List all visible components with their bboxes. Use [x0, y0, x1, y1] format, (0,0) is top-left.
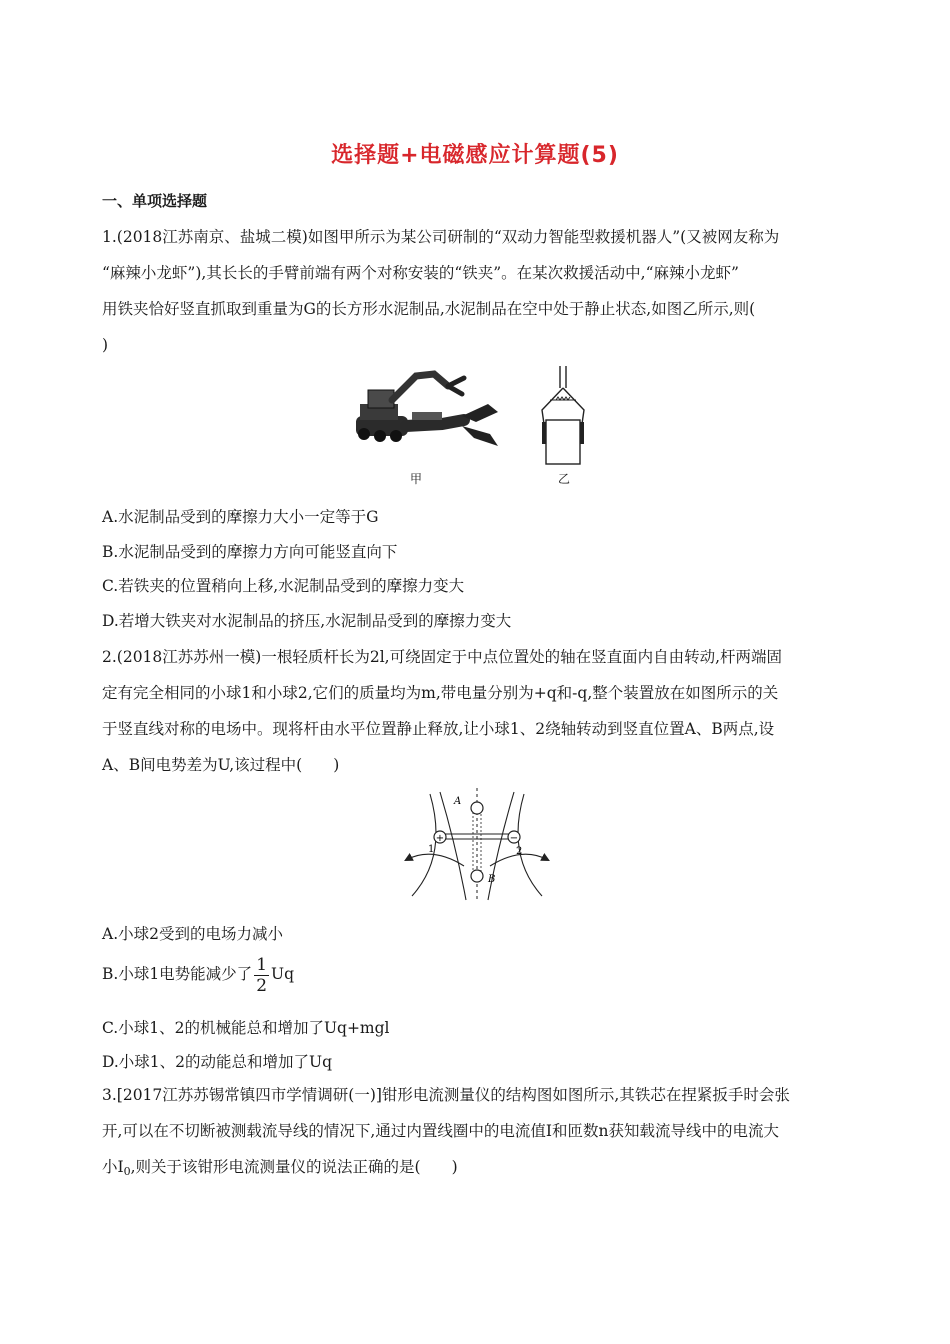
question-1-line: 1.(2018江苏南京、盐城二模)如图甲所示为某公司研制的“双动力智能型救援机器人”(又被网友称为 — [102, 228, 780, 246]
q3-text: 小I — [102, 1158, 124, 1176]
electric-field-figure — [404, 786, 550, 904]
question-2-line: 定有完全相同的小球1和小球2,它们的质量均为m,带电量分别为+q和-q,整个装置放在如图所示的关 — [102, 684, 779, 702]
q2-option-b-text: B.小球1电势能减少了 — [102, 965, 253, 983]
q2-option-b-unit: Uq — [271, 965, 295, 983]
section-heading: 一、单项选择题 — [102, 192, 208, 210]
fraction-numerator: 1 — [256, 954, 268, 975]
page-title: 选择题+电磁感应计算题(5) — [331, 143, 619, 168]
question-3-stem — [102, 1077, 854, 1190]
question-2-line: 于竖直线对称的电场中。现将杆由水平位置静止释放,让小球1、2绕轴转动到竖直位置A、B两点,设 — [102, 720, 775, 738]
subscript-zero: 0 — [123, 1165, 131, 1178]
ball-1-label: 1 — [428, 844, 435, 855]
question-1-line: “麻辣小龙虾”),其长长的手臂前端有两个对称安装的“铁夹”。在某次救援活动中,“麻辣小龙虾” — [102, 264, 739, 282]
q3-text-rest: ,则关于该钳形电流测量仪的说法正确的是( ) — [130, 1158, 458, 1176]
q1-option-d: D.若增大铁夹对水泥制品的挤压,水泥制品受到的摩擦力变大 — [102, 612, 512, 630]
clamp-figure — [530, 364, 600, 466]
q2-option-b — [102, 954, 294, 996]
robot-figure — [352, 364, 502, 464]
q2-option-d: D.小球1、2的动能总和增加了Uq — [102, 1053, 333, 1071]
question-2-line: A、B间电势差为U,该过程中( ) — [102, 756, 340, 774]
question-2-stem — [102, 639, 854, 783]
q1-option-c: C.若铁夹的位置稍向上移,水泥制品受到的摩擦力变大 — [102, 577, 465, 595]
point-a-label: A — [454, 796, 462, 807]
q2-option-a: A.小球2受到的电场力减小 — [102, 925, 283, 943]
fraction-denominator: 2 — [256, 975, 268, 996]
point-b-label: B — [488, 874, 496, 885]
plus-label: + — [435, 833, 445, 844]
question-3-line: 开,可以在不切断被测载流导线的情况下,通过内置线圈中的电流值I和匝数n获知载流导线中的电流大 — [102, 1122, 779, 1140]
question-3-line — [102, 1149, 854, 1190]
question-3-line: 3.[2017江苏苏锡常镇四市学情调研(一)]钳形电流测量仪的结构图如图所示,其铁芯在捏紧扳手时会张 — [102, 1086, 790, 1104]
question-1-line: 用铁夹恰好竖直抓取到重量为G的长方形水泥制品,水泥制品在空中处于静止状态,如图乙所示,则( — [102, 300, 756, 318]
question-1-line: ) — [102, 336, 109, 354]
ball-2-label: 2 — [516, 846, 523, 857]
question-2-line: 2.(2018江苏苏州一模)一根轻质杆长为2l,可绕固定于中点位置处的轴在竖直面内自由转动,杆两端固 — [102, 648, 783, 666]
question-1-stem — [102, 219, 854, 363]
caption-jia: 甲 — [410, 472, 423, 486]
q1-option-b: B.水泥制品受到的摩擦力方向可能竖直向下 — [102, 543, 398, 561]
fraction-one-half — [254, 955, 269, 996]
q1-option-a: A.水泥制品受到的摩擦力大小一定等于G — [102, 508, 379, 526]
q2-option-c: C.小球1、2的机械能总和增加了Uq+mgl — [102, 1019, 390, 1037]
minus-label: − — [509, 833, 519, 844]
caption-yi: 乙 — [558, 472, 571, 486]
